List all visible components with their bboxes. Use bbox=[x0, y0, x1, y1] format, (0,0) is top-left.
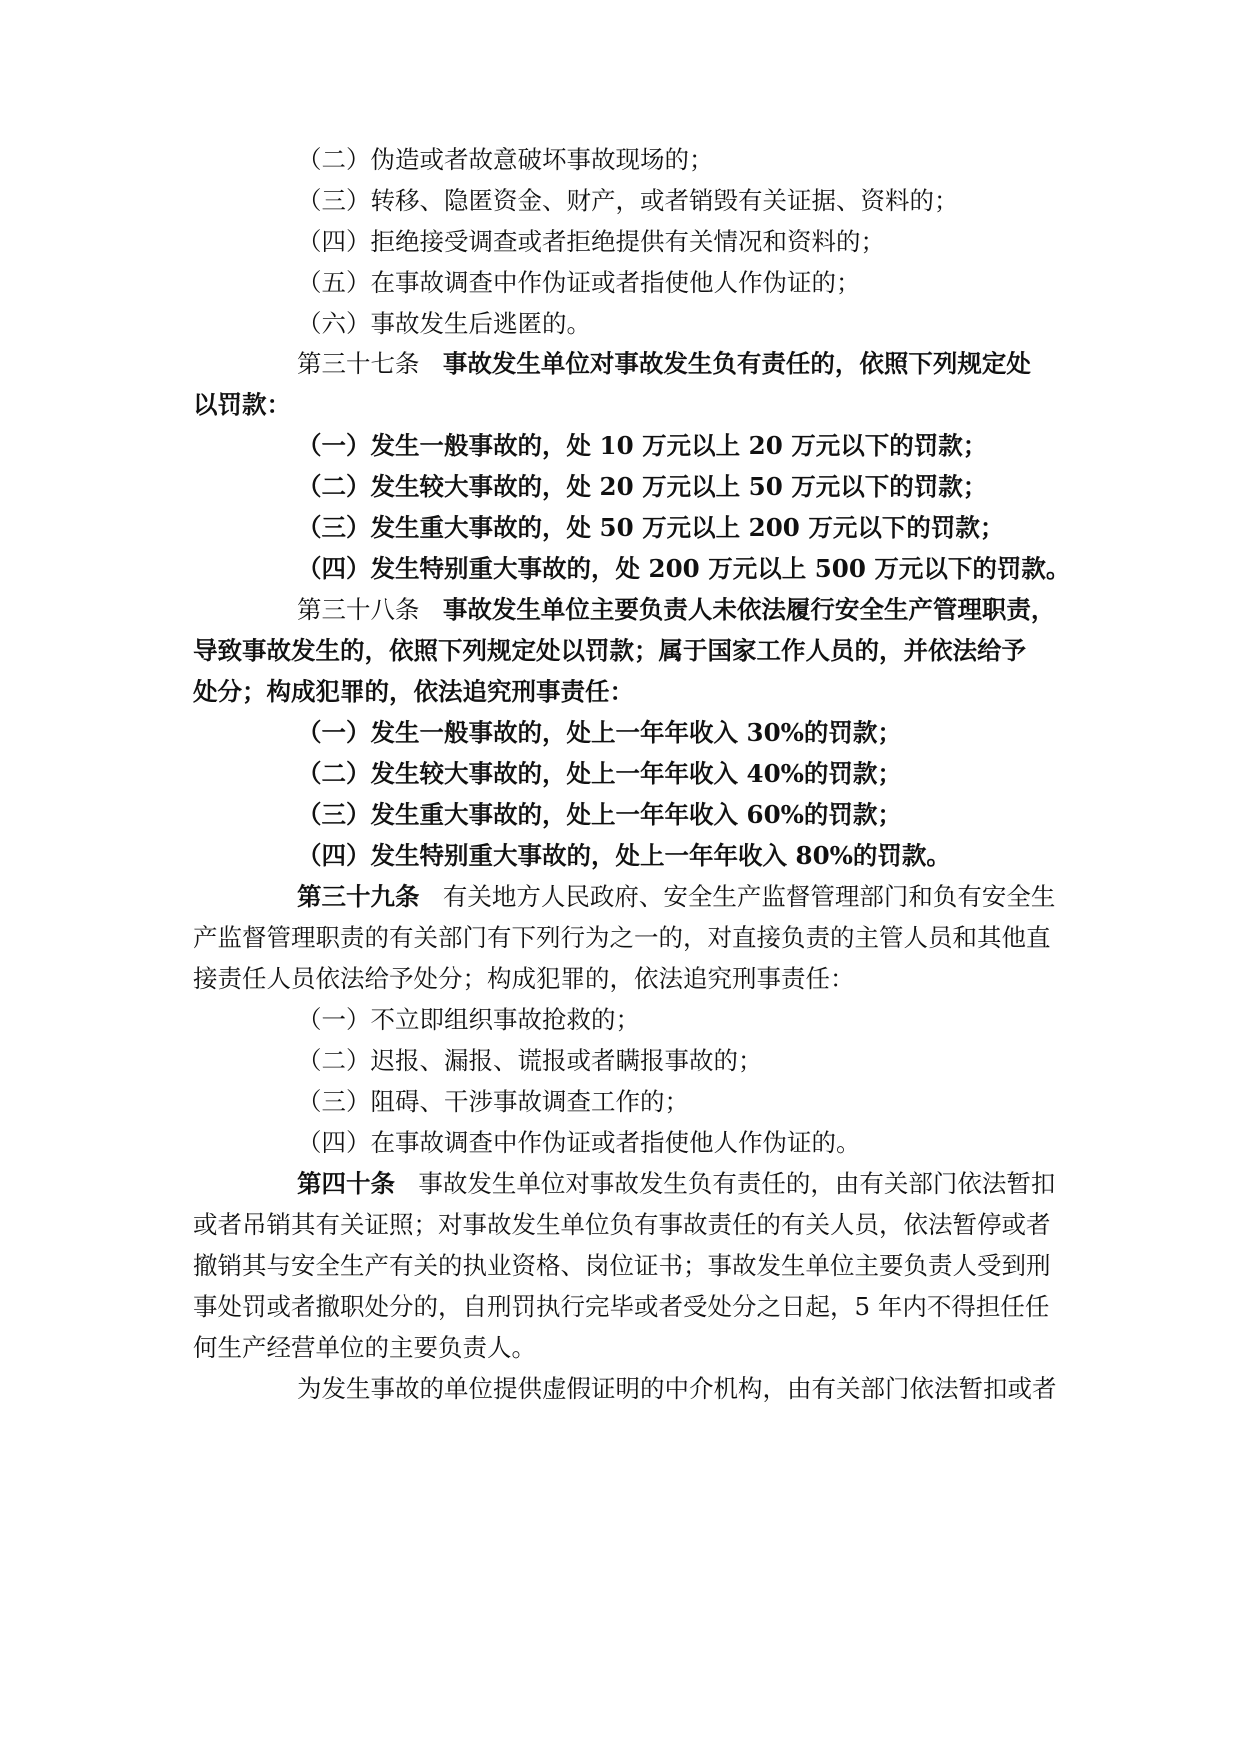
art39-first-line bbox=[297, 882, 1055, 912]
art40-text-cont-1: 或者吊销其有关证照；对事故发生单位负有事故责任的有关人员，依法暂停或者 bbox=[193, 1210, 1051, 1239]
art38-number: 第三十八条 bbox=[297, 595, 420, 624]
art38-text-cont-1: 导致事故发生的，依照下列规定处以罚款；属于国家工作人员的，并依法给予 bbox=[193, 636, 1026, 665]
art36-item-3: （三）转移、隐匿资金、财产，或者销毁有关证据、资料的； bbox=[297, 186, 959, 215]
art40-text: 事故发生单位对事故发生负有责任的，由有关部门依法暂扣 bbox=[418, 1169, 1056, 1198]
art39-text-cont-1: 产监督管理职责的有关部门有下列行为之一的，对直接负责的主管人员和其他直 bbox=[193, 923, 1051, 952]
art37-item-2: （二）发生较大事故的，处 20 万元以上 50 万元以下的罚款； bbox=[297, 472, 988, 501]
art38-text: 事故发生单位主要负责人未依法履行安全生产管理职责， bbox=[442, 595, 1056, 624]
art37-text: 事故发生单位对事故发生负有责任的，依照下列规定处 bbox=[442, 349, 1031, 378]
art39-text-cont-2: 接责任人员依法给予处分；构成犯罪的，依法追究刑事责任： bbox=[193, 964, 855, 993]
art39-number: 第三十九条 bbox=[297, 882, 420, 911]
art37-item-3: （三）发生重大事故的，处 50 万元以上 200 万元以下的罚款； bbox=[297, 513, 1005, 542]
art40-para2-line1: 为发生事故的单位提供虚假证明的中介机构，由有关部门依法暂扣或者 bbox=[297, 1374, 1057, 1403]
art38-item-1: （一）发生一般事故的，处上一年年收入 30%的罚款； bbox=[297, 718, 902, 747]
art40-text-cont-3: 事处罚或者撤职处分的，自刑罚执行完毕或者受处分之日起，5 年内不得担任任 bbox=[193, 1292, 1050, 1321]
art39-item-1: （一）不立即组织事故抢救的； bbox=[297, 1005, 640, 1034]
art36-item-4: （四）拒绝接受调查或者拒绝提供有关情况和资料的； bbox=[297, 227, 885, 256]
art38-text-cont-2: 处分；构成犯罪的，依法追究刑事责任： bbox=[193, 677, 634, 706]
art38-first-line bbox=[297, 595, 1055, 625]
art40-text-cont-2: 撤销其与安全生产有关的执业资格、岗位证书；事故发生单位主要负责人受到刑 bbox=[193, 1251, 1051, 1280]
art38-item-4: （四）发生特别重大事故的，处上一年年收入 80%的罚款。 bbox=[297, 841, 951, 870]
art40-first-line bbox=[297, 1169, 1055, 1199]
art37-first-line bbox=[297, 349, 1031, 379]
art36-item-6: （六）事故发生后逃匿的。 bbox=[297, 309, 591, 338]
art39-item-4: （四）在事故调查中作伪证或者指使他人作伪证的。 bbox=[297, 1128, 861, 1157]
art39-text: 有关地方人民政府、安全生产监督管理部门和负有安全生 bbox=[442, 882, 1056, 911]
art37-text-cont: 以罚款： bbox=[193, 390, 291, 419]
art37-item-4: （四）发生特别重大事故的，处 200 万元以上 500 万元以下的罚款。 bbox=[297, 554, 1071, 583]
art38-item-3: （三）发生重大事故的，处上一年年收入 60%的罚款； bbox=[297, 800, 902, 829]
art40-text-cont-4: 何生产经营单位的主要负责人。 bbox=[193, 1333, 536, 1362]
art37-number: 第三十七条 bbox=[297, 349, 420, 378]
art39-item-2: （二）迟报、漏报、谎报或者瞒报事故的； bbox=[297, 1046, 763, 1075]
art36-item-5: （五）在事故调查中作伪证或者指使他人作伪证的； bbox=[297, 268, 861, 297]
art40-number: 第四十条 bbox=[297, 1169, 395, 1198]
art38-item-2: （二）发生较大事故的，处上一年年收入 40%的罚款； bbox=[297, 759, 902, 788]
art39-item-3: （三）阻碍、干涉事故调查工作的； bbox=[297, 1087, 689, 1116]
art36-item-2: （二）伪造或者故意破坏事故现场的； bbox=[297, 145, 714, 174]
art37-item-1: （一）发生一般事故的，处 10 万元以上 20 万元以下的罚款； bbox=[297, 431, 988, 460]
